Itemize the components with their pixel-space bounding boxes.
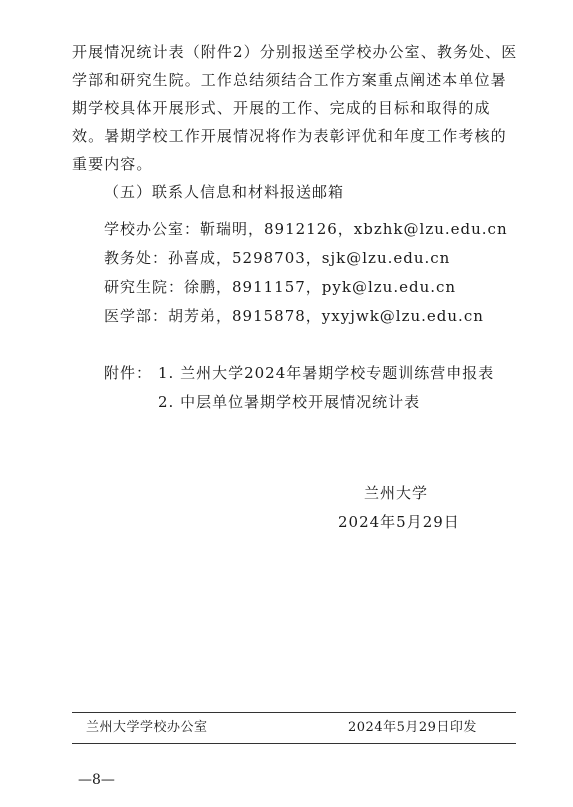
body-paragraph: 开展情况统计表（附件2）分别报送至学校办公室、教务处、医学部和研究生院。工作总结须结合工作方案重点阐述本单位暑期学校具体开展形式、开展的工作、完成的目标和取得的成效。暑期学校工作开展情况将作为表彰评优和年度工作考核的重要内容。 xyxy=(72,43,518,173)
page-number: —8— xyxy=(78,772,115,788)
contact-line-academic-affairs: 教务处：孙喜成，5298703，sjk@lzu.edu.cn xyxy=(104,249,451,267)
attachments-label: 附件： xyxy=(104,364,153,382)
contact-line-school-office: 学校办公室：靳瑞明，8912126，xbzhk@lzu.edu.cn xyxy=(104,220,508,238)
signature-org: 兰州大学 xyxy=(364,484,429,502)
footer-issuer: 兰州大学学校办公室 xyxy=(86,720,208,735)
contact-line-medical-department: 医学部：胡芳弟，8915878，yxyjwk@lzu.edu.cn xyxy=(104,307,484,325)
attachment-item-1: 1. 兰州大学2024年暑期学校专题训练营申报表 xyxy=(158,364,495,382)
footer-issued-date: 2024年5月29日印发 xyxy=(348,720,477,735)
signature-date: 2024年5月29日 xyxy=(338,513,460,531)
section-heading: （五）联系人信息和材料报送邮箱 xyxy=(104,183,345,201)
footer-top-rule xyxy=(72,712,516,713)
attachment-item-2: 2. 中层单位暑期学校开展情况统计表 xyxy=(158,393,421,411)
contact-line-graduate-school: 研究生院：徐鹏，8911157，pyk@lzu.edu.cn xyxy=(104,278,457,296)
footer-bottom-rule xyxy=(72,743,516,744)
